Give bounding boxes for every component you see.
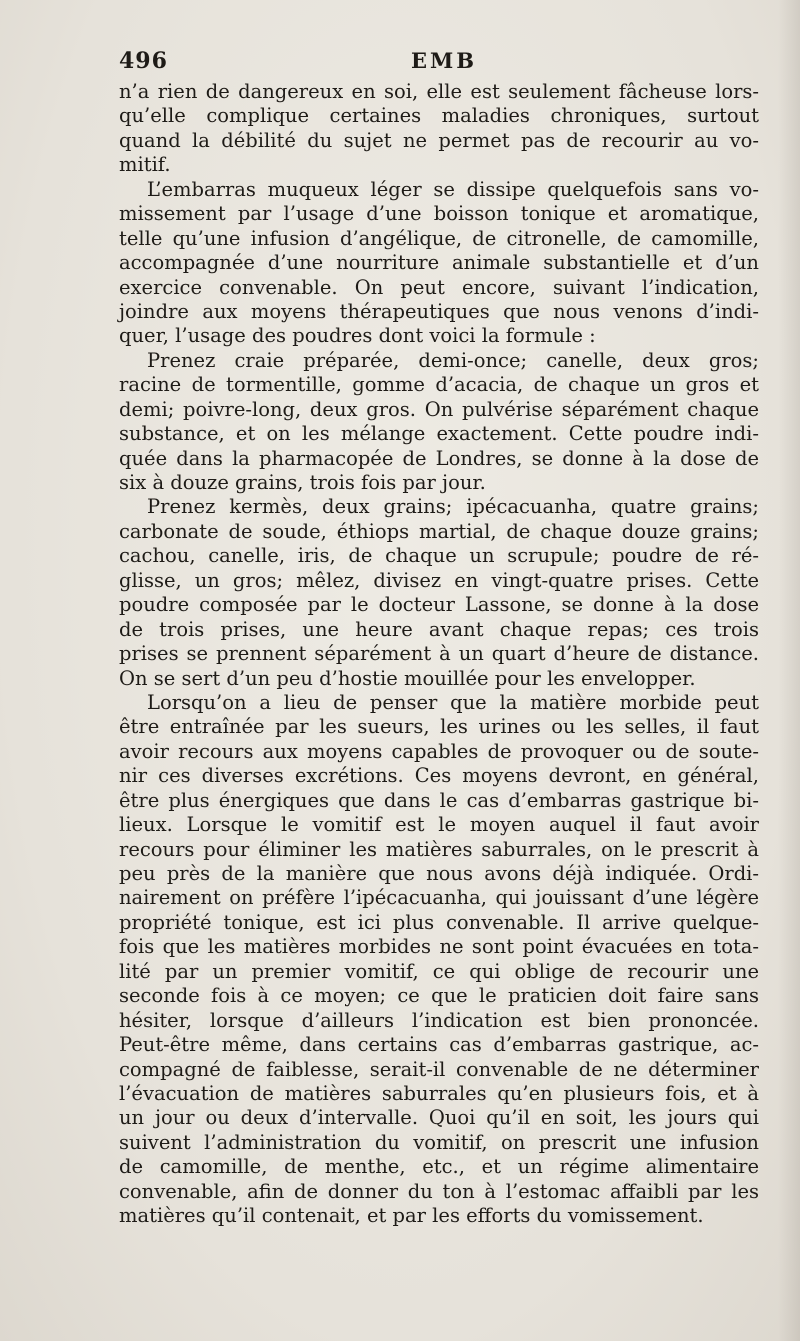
text-line: quer, l’usage des poudres dont voici la formule : [119, 324, 596, 348]
text-line: qu’elle complique certaines maladies chroniques, surtout [119, 104, 759, 128]
text-line: joindre aux moyens thérapeutiques que nous venons d’indi- [119, 299, 759, 323]
text-line: missement par l’usage d’une boisson tonique et aromatique, [119, 202, 759, 226]
text-line: compagné de faiblesse, serait-il convenable de ne déterminer [119, 1057, 759, 1081]
text-line: poudre composée par le docteur Lassone, se donne à la dose [119, 593, 759, 617]
text-line: être plus énergiques que dans le cas d’embarras gastrique bi- [119, 788, 759, 812]
text-line: de camomille, de menthe, etc., et un régime alimentaire [119, 1155, 759, 1179]
text-line: lieux. Lorsque le vomitif est le moyen auquel il faut avoir [119, 813, 759, 837]
text-line: l’évacuation de matières saburrales qu’en plusieurs fois, et à [119, 1081, 759, 1105]
text-line: Prenez kermès, deux grains; ipécacuanha, quatre grains; [147, 495, 759, 519]
text-line: avoir recours aux moyens capables de provoquer ou de soute- [119, 739, 759, 763]
text-line: être entraînée par les sueurs, les urines ou les selles, il faut [119, 715, 759, 739]
text-line: fois que les matières morbides ne sont point évacuées en tota- [119, 935, 759, 959]
running-head: EMB [411, 48, 478, 73]
text-line: racine de tormentille, gomme d’acacia, de chaque un gros et [119, 373, 759, 397]
text-line: cachou, canelle, iris, de chaque un scrupule; poudre de ré- [119, 544, 759, 568]
paragraph [119, 495, 759, 691]
text-line: accompagnée d’une nourriture animale substantielle et d’un [119, 251, 759, 275]
text-line: un jour ou deux d’intervalle. Quoi qu’il en soit, les jours qui [119, 1106, 759, 1130]
body-text [119, 80, 759, 1229]
text-line: peu près de la manière que nous avons déjà indiquée. Ordi- [119, 862, 759, 885]
text-line: quand la débilité du sujet ne permet pas de recourir au vo- [119, 128, 759, 152]
text-line: hésiter, lorsque d’ailleurs l’indication est bien prononcée. [119, 1008, 759, 1032]
text-line: n’a rien de dangereux en soi, elle est seulement fâcheuse lors- [119, 80, 759, 103]
text-line: Peut-être même, dans certains cas d’embarras gastrique, ac- [119, 1033, 759, 1057]
paragraph [119, 691, 759, 1229]
text-line: lité par un premier vomitif, ce qui oblige de recourir une [119, 959, 759, 983]
page-edge-shadow [778, 0, 800, 1341]
text-line: On se sert d’un peu d’hostie mouillée pour les envelopper. [119, 666, 696, 690]
page-number: 496 [119, 48, 168, 74]
page-header [119, 48, 759, 78]
paragraph [119, 349, 759, 496]
text-line: convenable, afin de donner du ton à l’estomac affaibli par les [119, 1179, 759, 1203]
text-line: quée dans la pharmacopée de Londres, se donne à la dose de [119, 446, 759, 470]
text-line: carbonate de soude, éthiops martial, de chaque douze grains; [119, 519, 759, 543]
text-line: mitif. [119, 153, 171, 177]
text-line: nir ces diverses excrétions. Ces moyens devront, en général, [119, 764, 759, 788]
text-line: recours pour éliminer les matières saburrales, on le prescrit à [119, 837, 759, 861]
text-line: prises se prennent séparément à un quart d’heure de distance. [119, 642, 759, 666]
text-line: telle qu’une infusion d’angélique, de citronelle, de camomille, [119, 226, 759, 250]
text-line: substance, et on les mélange exactement. Cette poudre indi- [119, 422, 759, 446]
text-line: de trois prises, une heure avant chaque repas; ces trois [119, 617, 759, 641]
text-line: glisse, un gros; mêlez, divisez en vingt-quatre prises. Cette [119, 568, 759, 592]
text-line: L’embarras muqueux léger se dissipe quelquefois sans vo- [147, 177, 759, 201]
text-line: seconde fois à ce moyen; ce que le praticien doit faire sans [119, 984, 759, 1008]
text-line: nairement on préfère l’ipécacuanha, qui jouissant d’une légère [119, 886, 759, 910]
paragraph [119, 178, 759, 349]
text-line: Prenez craie préparée, demi-once; canelle, deux gros; [147, 348, 759, 372]
text-line: exercice convenable. On peut encore, suivant l’indication, [119, 275, 759, 299]
text-line: matières qu’il contenait, et par les efforts du vomissement. [119, 1204, 704, 1228]
text-line: six à douze grains, trois fois par jour. [119, 471, 486, 494]
paragraph [119, 80, 759, 178]
text-line: suivent l’administration du vomitif, on prescrit une infusion [119, 1130, 759, 1154]
text-line: demi; poivre-long, deux gros. On pulvérise séparément chaque [119, 397, 759, 421]
text-line: propriété tonique, est ici plus convenable. Il arrive quelque- [119, 910, 759, 934]
text-line: Lorsqu’on a lieu de penser que la matière morbide peut [147, 690, 759, 714]
